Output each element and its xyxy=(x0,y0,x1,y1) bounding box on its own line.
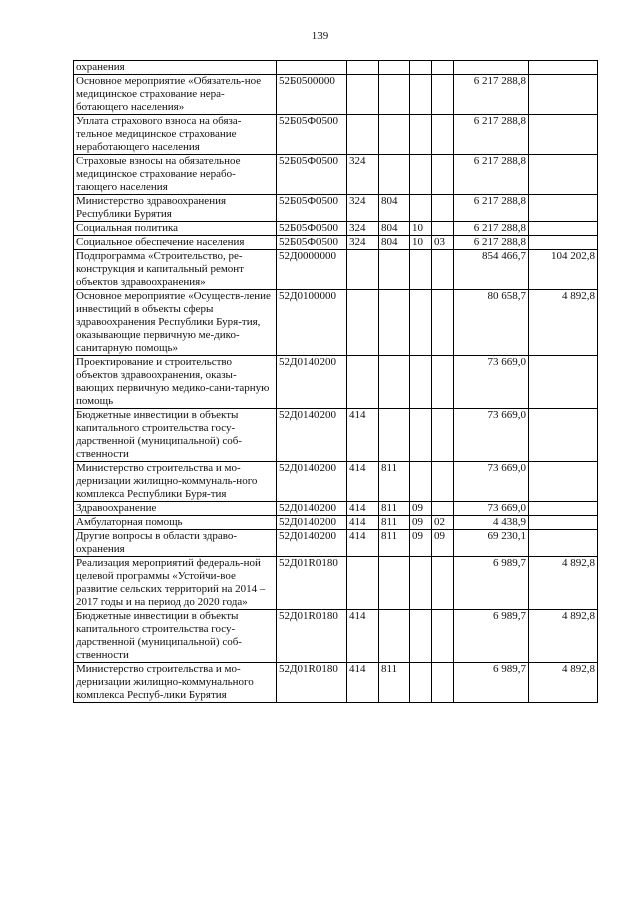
amount-total-cell: 6 217 288,8 xyxy=(454,236,529,250)
ministry-code-cell xyxy=(379,356,410,409)
table-row xyxy=(74,502,598,516)
target-code-cell xyxy=(277,61,347,75)
section-cell xyxy=(410,155,432,195)
amount-total-cell: 6 217 288,8 xyxy=(454,115,529,155)
target-code-cell: 52Д0000000 xyxy=(277,250,347,290)
expense-type-cell xyxy=(347,115,379,155)
ministry-code-cell xyxy=(379,290,410,356)
item-name-cell: охранения xyxy=(74,61,277,75)
section-cell xyxy=(410,61,432,75)
section-cell: 09 xyxy=(410,530,432,557)
subsection-cell xyxy=(432,195,454,222)
target-code-cell: 52Д0140200 xyxy=(277,462,347,502)
amount-total-cell: 73 669,0 xyxy=(454,462,529,502)
target-code-cell: 52Д01R0180 xyxy=(277,610,347,663)
amount-total-cell: 6 989,7 xyxy=(454,610,529,663)
item-name-cell: Министерство здравоохранения Республики Бурятия xyxy=(74,195,277,222)
amount-federal-cell xyxy=(529,75,598,115)
subsection-cell xyxy=(432,610,454,663)
table-row xyxy=(74,236,598,250)
amount-total-cell: 4 438,9 xyxy=(454,516,529,530)
amount-total-cell: 69 230,1 xyxy=(454,530,529,557)
target-code-cell: 52Д01R0180 xyxy=(277,557,347,610)
target-code-cell: 52Д0140200 xyxy=(277,409,347,462)
table-row xyxy=(74,222,598,236)
table-row xyxy=(74,195,598,222)
section-cell xyxy=(410,195,432,222)
ministry-code-cell: 804 xyxy=(379,195,410,222)
amount-federal-cell: 4 892,8 xyxy=(529,610,598,663)
expense-type-cell: 324 xyxy=(347,236,379,250)
ministry-code-cell: 811 xyxy=(379,663,410,703)
amount-total-cell: 6 217 288,8 xyxy=(454,155,529,195)
table-row xyxy=(74,516,598,530)
amount-total-cell: 73 669,0 xyxy=(454,356,529,409)
expense-type-cell xyxy=(347,250,379,290)
ministry-code-cell xyxy=(379,610,410,663)
target-code-cell: 52Б0500000 xyxy=(277,75,347,115)
expense-type-cell: 324 xyxy=(347,195,379,222)
amount-total-cell: 73 669,0 xyxy=(454,502,529,516)
amount-federal-cell xyxy=(529,502,598,516)
target-code-cell: 52Д0140200 xyxy=(277,356,347,409)
item-name-cell: Проектирование и строительство объектов здравоохранения, оказы-вающих первичную медико-сани-тарную помощь xyxy=(74,356,277,409)
item-name-cell: Страховые взносы на обязательное медицинское страхование нерабо-тающего населения xyxy=(74,155,277,195)
section-cell: 09 xyxy=(410,502,432,516)
item-name-cell: Другие вопросы в области здраво-охранения xyxy=(74,530,277,557)
subsection-cell xyxy=(432,61,454,75)
ministry-code-cell: 811 xyxy=(379,462,410,502)
subsection-cell: 03 xyxy=(432,236,454,250)
ministry-code-cell: 804 xyxy=(379,236,410,250)
table-row xyxy=(74,115,598,155)
target-code-cell: 52Д0140200 xyxy=(277,502,347,516)
ministry-code-cell: 811 xyxy=(379,530,410,557)
ministry-code-cell xyxy=(379,155,410,195)
subsection-cell xyxy=(432,75,454,115)
subsection-cell xyxy=(432,663,454,703)
expense-type-cell xyxy=(347,356,379,409)
target-code-cell: 52Б05Ф0500 xyxy=(277,155,347,195)
item-name-cell: Уплата страхового взноса на обяза-тельное медицинское страхование неработающего населения xyxy=(74,115,277,155)
item-name-cell: Реализация мероприятий федераль-ной целевой программы «Устойчи-вое развитие сельских территорий на 2014 – 2017 годы и на период до 2020 года» xyxy=(74,557,277,610)
section-cell xyxy=(410,409,432,462)
section-cell xyxy=(410,356,432,409)
ministry-code-cell: 811 xyxy=(379,502,410,516)
item-name-cell: Основное мероприятие «Обязатель-ное медицинское страхование нера-ботающего населения» xyxy=(74,75,277,115)
expense-type-cell: 414 xyxy=(347,462,379,502)
ministry-code-cell xyxy=(379,61,410,75)
table-row xyxy=(74,75,598,115)
amount-federal-cell xyxy=(529,516,598,530)
amount-federal-cell xyxy=(529,409,598,462)
expense-type-cell: 324 xyxy=(347,222,379,236)
expense-type-cell: 414 xyxy=(347,530,379,557)
expense-type-cell: 414 xyxy=(347,409,379,462)
section-cell: 09 xyxy=(410,516,432,530)
target-code-cell: 52Б05Ф0500 xyxy=(277,236,347,250)
item-name-cell: Подпрограмма «Строительство, ре-конструкция и капитальный ремонт объектов здравоохранения» xyxy=(74,250,277,290)
item-name-cell: Социальное обеспечение населения xyxy=(74,236,277,250)
expense-type-cell xyxy=(347,75,379,115)
expense-type-cell xyxy=(347,61,379,75)
subsection-cell xyxy=(432,462,454,502)
subsection-cell xyxy=(432,356,454,409)
target-code-cell: 52Д0100000 xyxy=(277,290,347,356)
amount-federal-cell: 4 892,8 xyxy=(529,557,598,610)
expense-type-cell: 414 xyxy=(347,663,379,703)
table-row xyxy=(74,462,598,502)
table-row xyxy=(74,409,598,462)
amount-total-cell: 73 669,0 xyxy=(454,409,529,462)
subsection-cell xyxy=(432,155,454,195)
amount-federal-cell: 104 202,8 xyxy=(529,250,598,290)
amount-federal-cell xyxy=(529,356,598,409)
amount-federal-cell xyxy=(529,530,598,557)
item-name-cell: Министерство строительства и мо-дернизации жилищно-коммуналь-ного комплекса Республики Буря-тия xyxy=(74,462,277,502)
amount-total-cell: 854 466,7 xyxy=(454,250,529,290)
subsection-cell xyxy=(432,409,454,462)
item-name-cell: Амбулаторная помощь xyxy=(74,516,277,530)
table-row xyxy=(74,356,598,409)
target-code-cell: 52Д0140200 xyxy=(277,530,347,557)
expense-type-cell xyxy=(347,290,379,356)
ministry-code-cell: 804 xyxy=(379,222,410,236)
item-name-cell: Бюджетные инвестиции в объекты капитального строительства госу-дарственной (муниципальной) соб-ственности xyxy=(74,610,277,663)
amount-federal-cell xyxy=(529,195,598,222)
section-cell: 10 xyxy=(410,236,432,250)
item-name-cell: Социальная политика xyxy=(74,222,277,236)
amount-federal-cell: 4 892,8 xyxy=(529,663,598,703)
subsection-cell xyxy=(432,502,454,516)
amount-federal-cell xyxy=(529,236,598,250)
page-number: 139 xyxy=(311,30,329,42)
item-name-cell: Бюджетные инвестиции в объекты капитального строительства госу-дарственной (муниципальной) соб-ственности xyxy=(74,409,277,462)
amount-federal-cell xyxy=(529,115,598,155)
subsection-cell xyxy=(432,290,454,356)
expense-type-cell: 414 xyxy=(347,502,379,516)
section-cell: 10 xyxy=(410,222,432,236)
table-row xyxy=(74,610,598,663)
table-row xyxy=(74,250,598,290)
section-cell xyxy=(410,610,432,663)
ministry-code-cell xyxy=(379,250,410,290)
table-row xyxy=(74,557,598,610)
target-code-cell: 52Б05Ф0500 xyxy=(277,222,347,236)
amount-total-cell xyxy=(454,61,529,75)
target-code-cell: 52Д01R0180 xyxy=(277,663,347,703)
ministry-code-cell xyxy=(379,115,410,155)
table-row xyxy=(74,663,598,703)
target-code-cell: 52Б05Ф0500 xyxy=(277,115,347,155)
ministry-code-cell xyxy=(379,75,410,115)
item-name-cell: Здравоохранение xyxy=(74,502,277,516)
amount-federal-cell: 4 892,8 xyxy=(529,290,598,356)
amount-federal-cell xyxy=(529,61,598,75)
subsection-cell xyxy=(432,222,454,236)
amount-total-cell: 6 217 288,8 xyxy=(454,222,529,236)
amount-total-cell: 6 989,7 xyxy=(454,663,529,703)
amount-total-cell: 6 989,7 xyxy=(454,557,529,610)
ministry-code-cell: 811 xyxy=(379,516,410,530)
target-code-cell: 52Д0140200 xyxy=(277,516,347,530)
section-cell xyxy=(410,115,432,155)
budget-table xyxy=(73,60,598,703)
section-cell xyxy=(410,462,432,502)
subsection-cell: 09 xyxy=(432,530,454,557)
section-cell xyxy=(410,557,432,610)
expense-type-cell xyxy=(347,557,379,610)
section-cell xyxy=(410,290,432,356)
expense-type-cell: 414 xyxy=(347,610,379,663)
ministry-code-cell xyxy=(379,557,410,610)
subsection-cell xyxy=(432,250,454,290)
amount-total-cell: 6 217 288,8 xyxy=(454,75,529,115)
amount-federal-cell xyxy=(529,155,598,195)
amount-total-cell: 80 658,7 xyxy=(454,290,529,356)
amount-federal-cell xyxy=(529,222,598,236)
section-cell xyxy=(410,250,432,290)
amount-total-cell: 6 217 288,8 xyxy=(454,195,529,222)
subsection-cell: 02 xyxy=(432,516,454,530)
subsection-cell xyxy=(432,115,454,155)
expense-type-cell: 324 xyxy=(347,155,379,195)
table-row xyxy=(74,61,598,75)
target-code-cell: 52Б05Ф0500 xyxy=(277,195,347,222)
subsection-cell xyxy=(432,557,454,610)
table-row xyxy=(74,530,598,557)
table-row xyxy=(74,290,598,356)
amount-federal-cell xyxy=(529,462,598,502)
ministry-code-cell xyxy=(379,409,410,462)
expense-type-cell: 414 xyxy=(347,516,379,530)
item-name-cell: Основное мероприятие «Осуществ-ление инвестиций в объекты сферы здравоохранения Республики Буря-тия, оказывающие первичную ме-дико-санитарную помощь» xyxy=(74,290,277,356)
table-row xyxy=(74,155,598,195)
section-cell xyxy=(410,75,432,115)
item-name-cell: Министерство строительства и мо-дернизации жилищно-коммунального комплекса Респуб-лики Бурятия xyxy=(74,663,277,703)
section-cell xyxy=(410,663,432,703)
